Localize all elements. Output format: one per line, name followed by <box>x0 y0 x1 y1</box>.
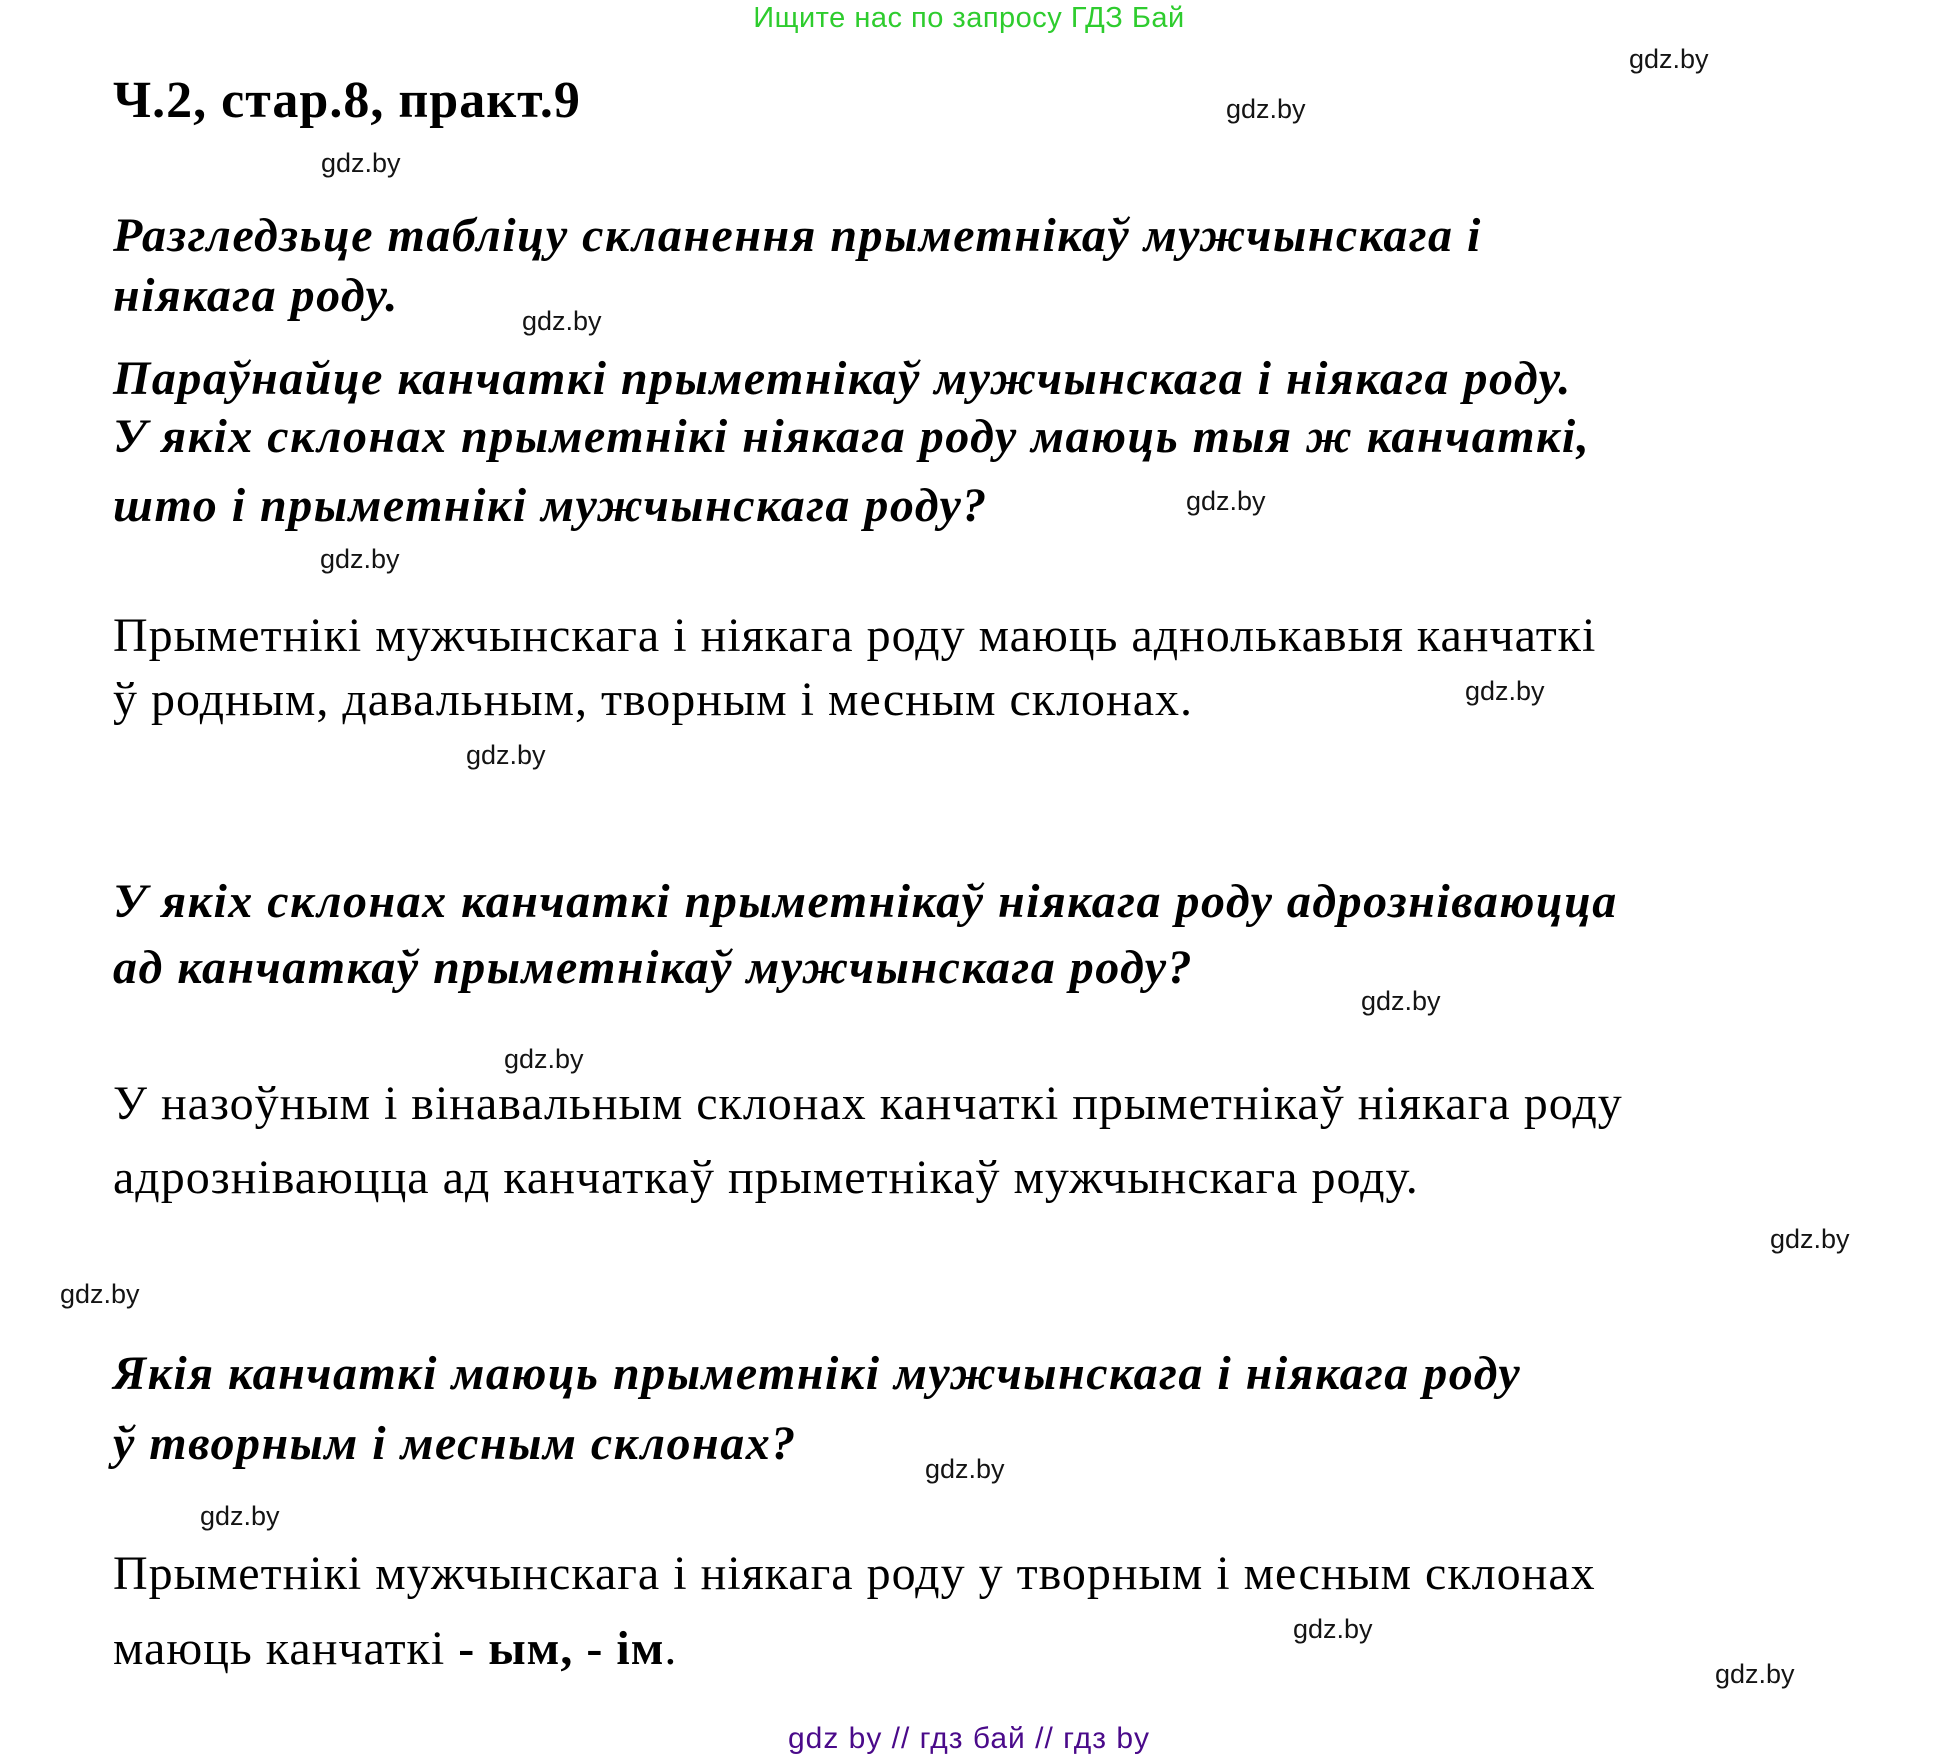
answer3-line2 <box>113 1622 678 1675</box>
answer2-line2: адрозніваюцца ад канчаткаў прыметнікаў мужчынскага роду. <box>113 1151 1419 1204</box>
gdz-watermark: gdz.by <box>925 1454 1005 1484</box>
gdz-watermark: gdz.by <box>504 1044 584 1074</box>
gdz-watermark: gdz.by <box>1226 94 1306 124</box>
question4-line1: Якія канчаткі маюць прыметнікі мужчынскага і ніякага роду <box>113 1347 1522 1400</box>
gdz-watermark: gdz.by <box>1293 1614 1373 1644</box>
footer-links: gdz by // гдз бай // гдз by <box>787 1722 1151 1755</box>
answer1-line1: Прыметнікі мужчынскага і ніякага роду маюць аднолькавыя канчаткі <box>113 609 1597 662</box>
question2-line2: У якіх склонах прыметнікі ніякага роду маюць тыя ж канчаткі, <box>113 410 1591 463</box>
answer3-line2-period: . <box>664 1622 678 1675</box>
gdz-watermark: gdz.by <box>1186 486 1266 516</box>
gdz-watermark: gdz.by <box>1629 44 1709 74</box>
question2-line1: Параўнайце канчаткі прыметнікаў мужчынскага і ніякага роду. <box>113 352 1572 405</box>
gdz-watermark: gdz.by <box>200 1501 280 1531</box>
question4-line2: ў творным і месным склонах? <box>113 1417 797 1470</box>
gdz-watermark: gdz.by <box>1715 1659 1795 1689</box>
gdz-watermark: gdz.by <box>522 306 602 336</box>
question2-line3: што і прыметнікі мужчынскага роду? <box>113 479 988 532</box>
answer3-line1: Прыметнікі мужчынскага і ніякага роду у творным і месным склонах <box>113 1547 1596 1600</box>
question1-line2: ніякага роду. <box>113 269 399 322</box>
question3-line2: ад канчаткаў прыметнікаў мужчынскага роду? <box>113 941 1194 994</box>
answer1-line2: ў родным, давальным, творным і месным склонах. <box>113 673 1194 726</box>
promo-banner: Ищите нас по запросу ГДЗ Бай <box>753 2 1185 34</box>
answer3-endings: - ым, - ім <box>458 1622 665 1675</box>
gdz-watermark: gdz.by <box>320 544 400 574</box>
gdz-watermark: gdz.by <box>1361 986 1441 1016</box>
gdz-watermark: gdz.by <box>60 1279 140 1309</box>
answer2-line1: У назоўным і вінавальным склонах канчаткі прыметнікаў ніякага роду <box>113 1077 1623 1130</box>
gdz-watermark: gdz.by <box>321 148 401 178</box>
page-title: Ч.2, стар.8, практ.9 <box>113 72 581 129</box>
question3-line1: У якіх склонах канчаткі прыметнікаў ніякага роду адрозніваюцца <box>113 875 1618 928</box>
gdz-watermark: gdz.by <box>1465 676 1545 706</box>
gdz-watermark: gdz.by <box>466 740 546 770</box>
question1-line1: Разгледзьце табліцу скланення прыметнікаў мужчынскага і <box>113 209 1482 262</box>
answer3-line2-prefix: маюць канчаткі <box>113 1622 459 1675</box>
gdz-watermark: gdz.by <box>1770 1224 1850 1254</box>
